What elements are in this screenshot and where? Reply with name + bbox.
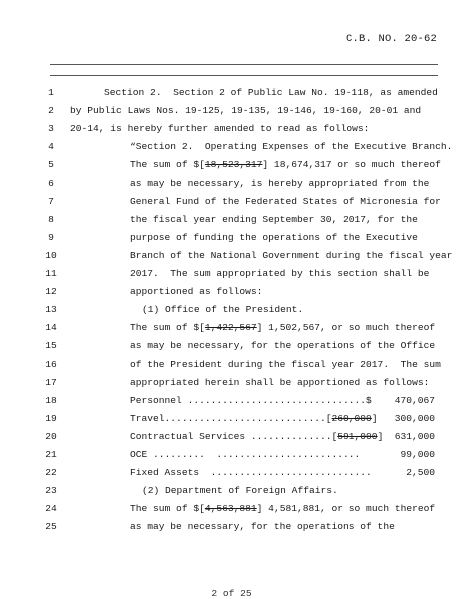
line-text bbox=[130, 356, 441, 374]
line-text bbox=[130, 428, 383, 446]
line-text bbox=[130, 464, 372, 482]
line-number: 17 bbox=[45, 376, 57, 388]
text-segment: as may be necessary, for the operations of the bbox=[130, 521, 395, 533]
text-segment: “Section 2. Operating Expenses of the Executive Branch. bbox=[130, 141, 453, 153]
line-text bbox=[104, 84, 438, 102]
text-segment: ] 18,674,317 or so much thereof bbox=[262, 159, 441, 171]
line-amount: 631,000 bbox=[394, 430, 435, 442]
document-line bbox=[0, 319, 463, 337]
struck-amount: 18,523,317 bbox=[204, 159, 263, 171]
text-segment: OCE ......... ......................... bbox=[130, 449, 361, 460]
text-segment: The sum of $[ bbox=[130, 159, 205, 171]
document-line bbox=[0, 211, 463, 229]
line-number: 16 bbox=[45, 358, 57, 370]
document-line bbox=[0, 500, 463, 518]
struck-amount: 1,422,567 bbox=[204, 322, 257, 334]
text-segment: Personnel ...............................$ bbox=[130, 394, 372, 406]
text-segment: General Fund of the Federated States of Micronesia for bbox=[130, 195, 441, 207]
text-segment: by Public Laws Nos. 19-125, 19-135, 19-146, 19-160, 20-01 and bbox=[70, 105, 422, 117]
line-number: 23 bbox=[45, 485, 57, 497]
document-line bbox=[0, 102, 463, 120]
text-segment: Branch of the National Government during the fiscal year bbox=[130, 249, 453, 261]
line-number: 21 bbox=[45, 449, 57, 460]
line-number: 22 bbox=[45, 467, 57, 479]
line-number: 13 bbox=[45, 304, 57, 316]
page-number: 2 of 25 bbox=[211, 588, 252, 599]
line-text bbox=[70, 102, 421, 120]
struck-amount: 591,000 bbox=[337, 430, 378, 442]
text-segment: purpose of funding the operations of the Executive bbox=[130, 231, 418, 243]
document-line bbox=[0, 84, 463, 102]
line-amount: 300,000 bbox=[394, 412, 435, 424]
text-segment: 2017. The sum appropriated by this section shall be bbox=[130, 268, 430, 279]
line-text bbox=[130, 138, 452, 156]
line-number: 4 bbox=[48, 141, 54, 153]
text-segment: The sum of $[ bbox=[130, 503, 205, 515]
document-line bbox=[0, 193, 463, 211]
line-number: 18 bbox=[45, 394, 57, 406]
line-number: 9 bbox=[48, 231, 54, 243]
line-text bbox=[130, 500, 435, 518]
document-line bbox=[0, 428, 463, 446]
line-number: 2 bbox=[48, 105, 54, 117]
text-segment: Fixed Assets ............................ bbox=[130, 467, 372, 479]
text-segment: apportioned as follows: bbox=[130, 286, 263, 298]
line-text bbox=[130, 247, 452, 265]
line-number: 12 bbox=[45, 286, 57, 298]
text-segment: as may be necessary, is hereby appropriated from the bbox=[130, 177, 430, 189]
line-number: 6 bbox=[48, 177, 54, 189]
line-amount: 2,500 bbox=[406, 467, 435, 479]
document-line bbox=[0, 229, 463, 247]
line-text bbox=[130, 319, 435, 337]
line-number: 15 bbox=[45, 340, 57, 352]
line-text bbox=[130, 410, 378, 428]
struck-amount: 4,563,881 bbox=[204, 503, 257, 515]
text-segment: ] bbox=[371, 412, 378, 424]
line-text bbox=[130, 446, 360, 464]
text-segment: The sum of $[ bbox=[130, 322, 205, 334]
document-line bbox=[0, 518, 463, 536]
text-segment: (2) Department of Foreign Affairs. bbox=[142, 485, 338, 497]
line-text bbox=[142, 301, 303, 319]
text-segment: as may be necessary, for the operations of the Office bbox=[130, 340, 436, 352]
line-text bbox=[130, 392, 372, 410]
text-segment: the fiscal year ending September 30, 2017, for the bbox=[130, 213, 418, 225]
line-number: 8 bbox=[48, 213, 54, 225]
line-text bbox=[130, 265, 429, 283]
document-line bbox=[0, 247, 463, 265]
line-number: 1 bbox=[48, 87, 54, 98]
text-segment: Section 2. Section 2 of Public Law No. 19-118, as amended bbox=[104, 87, 438, 98]
line-number: 14 bbox=[45, 322, 57, 334]
document-line bbox=[0, 392, 463, 410]
text-segment: appropriated herein shall be apportioned as follows: bbox=[130, 376, 430, 388]
text-segment: ] 1,502,567, or so much thereof bbox=[256, 322, 436, 334]
document-line bbox=[0, 356, 463, 374]
text-segment: (1) Office of the President. bbox=[142, 304, 304, 316]
line-number: 25 bbox=[45, 521, 57, 533]
document-line bbox=[0, 337, 463, 355]
line-text bbox=[130, 518, 395, 536]
line-text bbox=[130, 193, 441, 211]
line-text bbox=[130, 229, 418, 247]
line-text bbox=[130, 337, 435, 355]
text-segment: Travel............................[ bbox=[130, 412, 332, 424]
line-number: 10 bbox=[45, 249, 57, 261]
document-line bbox=[0, 482, 463, 500]
struck-amount: 260,000 bbox=[331, 412, 372, 424]
line-number: 19 bbox=[45, 412, 57, 424]
line-number: 24 bbox=[45, 503, 57, 515]
document-line bbox=[0, 265, 463, 283]
line-text bbox=[130, 374, 429, 392]
line-text bbox=[130, 175, 429, 193]
document-line bbox=[0, 156, 463, 174]
line-text bbox=[130, 283, 262, 301]
text-segment: Contractual Services ..............[ bbox=[130, 430, 338, 442]
line-amount: 99,000 bbox=[400, 449, 435, 460]
line-number: 11 bbox=[45, 268, 57, 279]
line-amount: 470,067 bbox=[394, 394, 435, 406]
document-line bbox=[0, 138, 463, 156]
line-text bbox=[142, 482, 338, 500]
line-number: 5 bbox=[48, 159, 54, 171]
text-segment: of the President during the fiscal year 2017. The sum bbox=[130, 358, 441, 370]
line-text bbox=[130, 211, 418, 229]
line-number: 7 bbox=[48, 195, 54, 207]
line-number: 20 bbox=[45, 430, 57, 442]
text-segment: ] 4,581,881, or so much thereof bbox=[256, 503, 436, 515]
text-segment: ] bbox=[377, 430, 384, 442]
line-text bbox=[130, 156, 441, 174]
line-text bbox=[70, 120, 369, 138]
document-line bbox=[0, 410, 463, 428]
header-rule-top bbox=[50, 64, 438, 65]
document-line bbox=[0, 446, 463, 464]
document-line bbox=[0, 464, 463, 482]
document-line bbox=[0, 374, 463, 392]
document-line bbox=[0, 175, 463, 193]
text-segment: 20-14, is hereby further amended to read as follows: bbox=[70, 123, 370, 135]
document-line bbox=[0, 301, 463, 319]
document-line bbox=[0, 120, 463, 138]
bill-number: C.B. NO. 20-62 bbox=[345, 33, 437, 45]
line-number: 3 bbox=[48, 123, 54, 135]
header-rule-bottom bbox=[50, 75, 438, 76]
document-line bbox=[0, 283, 463, 301]
